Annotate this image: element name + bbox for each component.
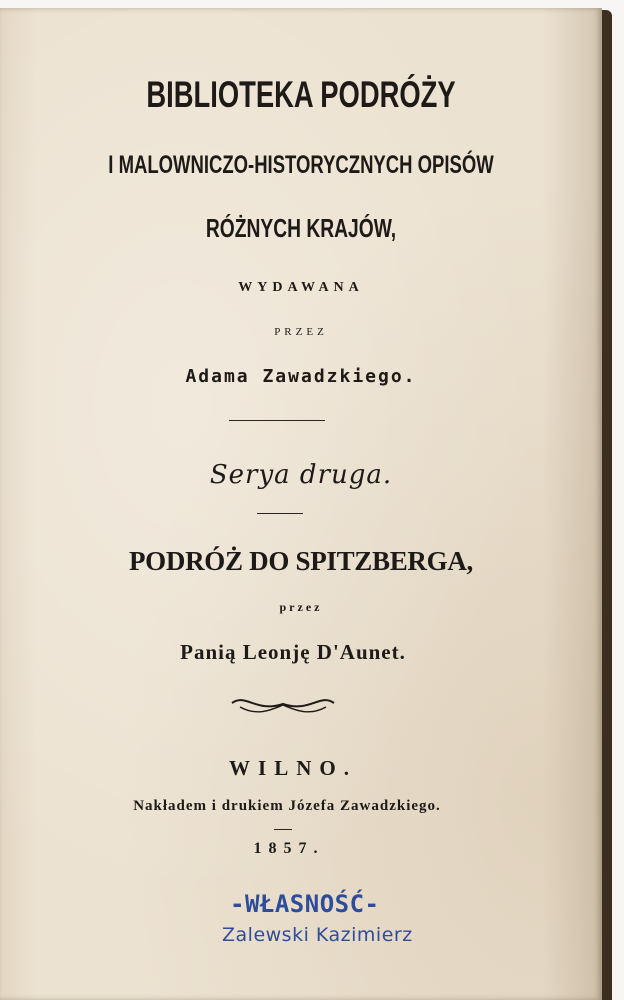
year-label: 1857.	[253, 840, 325, 857]
by-label: przez	[279, 600, 323, 614]
stamp-owner-name: Zalewski Kazimierz	[222, 924, 413, 946]
city-label: WILNO.	[229, 756, 357, 780]
title-page	[0, 8, 602, 1000]
ornament-flourish	[228, 691, 338, 717]
publisher-name: Adama Zawadzkiego.	[185, 366, 417, 387]
divider-rule	[257, 513, 303, 514]
work-title: PODRÓŻ DO SPITZBERGA,	[128, 546, 473, 576]
subtitle-line: RÓŻNYCH KRAJÓW,	[205, 213, 397, 243]
subtitle-line: I MALOWNICZO-HISTORYCZNYCH OPISÓW	[108, 151, 494, 179]
divider-rule	[274, 829, 292, 830]
published-label: WYDAWANA	[238, 280, 364, 295]
author-name: Panią Leonję D'Aunet.	[180, 640, 406, 664]
series-label: Serya druga.	[209, 460, 393, 490]
by-label: PRZEZ	[274, 326, 328, 338]
imprint-line: Nakładem i drukiem Józefa Zawadzkiego.	[133, 798, 441, 814]
ownership-stamp	[222, 890, 413, 946]
divider-rule	[229, 420, 325, 421]
main-title: BIBLIOTEKA PODRÓŻY	[146, 74, 456, 115]
stamp-title: -WŁASNOŚĆ-	[230, 890, 380, 918]
